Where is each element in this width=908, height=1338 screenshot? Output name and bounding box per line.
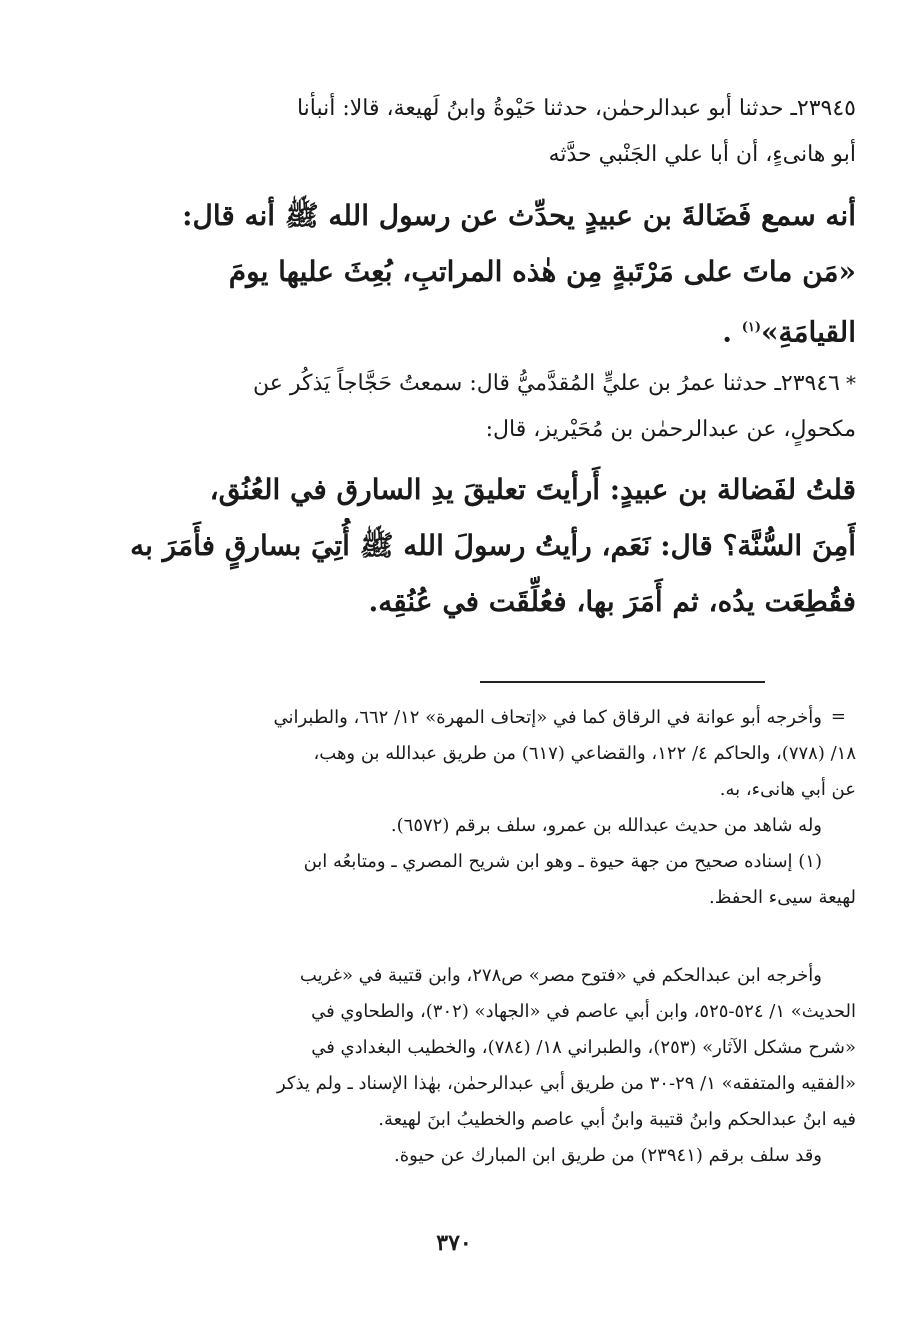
- footnote-line: «الفقيه والمتفقه» ١/ ٢٩-٣٠ من طريق أبي عبدالرحمٰن، بهٰذا الإسناد ـ ولم يذكر: [276, 1073, 856, 1094]
- footnote-separator: [480, 681, 765, 683]
- footnote-1-line: لهيعة سيىء الحفظ.: [709, 887, 856, 908]
- footnote-1-line: (١) إسناده صحيح من جهة حيوة ـ وهو ابن شريح المصري ـ ومتابعُه ابن: [303, 851, 822, 872]
- isnad-line: [62, 360, 856, 407]
- hadith-23945-matn: [62, 188, 856, 360]
- matn-line: «مَن ماتَ على مَرْتَبةٍ مِن هٰذه المراتبِ، بُعِثَ عليها يومَ: [228, 255, 856, 288]
- hadith-23946-isnad: [62, 360, 856, 453]
- footnote-ref: (١): [741, 320, 762, 335]
- isnad-line: مكحولٍ، عن عبدالرحمٰن بن مُحَيْريز، قال:: [485, 417, 856, 442]
- footnote-line: عن أبي هانىء، به.: [719, 779, 856, 800]
- isnad-line: أبو هانىءٍ، أن أبا علي الجَنْبي حدَّثه: [548, 142, 856, 167]
- footnote-line: وقد سلف برقم (٢٣٩٤١) من طريق ابن المبارك عن حيوة.: [394, 1145, 822, 1166]
- matn-text: القيامَةِ»: [761, 315, 856, 349]
- continuation-mark: =: [830, 706, 846, 727]
- hadith-23946-matn: [62, 462, 856, 630]
- footnote-line: وأخرجه ابن عبدالحكم في «فتوح مصر» ص٢٧٨، وابن قتيبة في «غريب: [299, 965, 822, 986]
- footnote-line: وله شاهد من حديث عبدالله بن عمرو، سلف برقم (٦٥٧٢).: [390, 815, 822, 836]
- isnad-line: ٢٣٩٤٥ـ حدثنا أبو عبدالرحمٰن، حدثنا حَيْوةُ وابنُ لَهيعة، قالا: أنبأنا: [296, 96, 856, 121]
- matn-line: قلتُ لفَضالة بن عبيدٍ: أَرأيتَ تعليقَ يدِ السارق في العُنُق،: [209, 473, 856, 506]
- footnote-continuation: [62, 700, 856, 916]
- footnote-takhrij: [62, 958, 856, 1174]
- matn-line: أنه سمع فَضَالةَ بن عبيدٍ يحدِّث عن رسول الله ﷺ أنه قال:: [182, 199, 856, 232]
- star-mark: *: [846, 371, 856, 395]
- footnote-line: «شرح مشكل الآثار» (٢٥٣)، والطبراني ١٨/ (٧٨٤)، والخطيب البغدادي في: [311, 1037, 856, 1058]
- page-number: ٣٧٠: [436, 1230, 472, 1256]
- matn-line: فقُطِعَت يدُه، ثم أَمَرَ بها، فعُلِّقَت في عُنُقِه.: [368, 585, 856, 618]
- matn-line: أَمِنَ السُّنَّة؟ قال: نَعَم، رأيتُ رسولَ الله ﷺ أُتِيَ بسارقٍ فأَمَرَ به: [130, 529, 856, 562]
- footnote-line: ١٨/ (٧٧٨)، والحاكم ٤/ ١٢٢، والقضاعي (٦١٧) من طريق عبدالله بن وهب،: [313, 743, 856, 764]
- matn-line: [62, 300, 856, 360]
- footnote-line: فيه ابنُ عبدالحكم وابنُ قتيبة وابنُ أبي عاصم والخطيبُ ابنَ لهيعة.: [378, 1109, 856, 1130]
- footnote-line: وأخرجه أبو عوانة في الرقاق كما في «إتحاف المهرة» ١٢/ ٦٦٢، والطبراني: [273, 707, 822, 728]
- footnote-line: الحديث» ١/ ٥٢٤-٥٢٥، وابن أبي عاصم في «الجهاد» (٣٠٢)، والطحاوي في: [311, 1001, 856, 1022]
- matn-period: .: [722, 315, 742, 349]
- hadith-23945-isnad: [62, 86, 856, 178]
- isnad-text: ٢٣٩٤٦ـ حدثنا عمرُ بن عليٍّ المُقدَّميُّ قال: سمعتُ حَجَّاجاً يَذكُر عن: [253, 371, 840, 396]
